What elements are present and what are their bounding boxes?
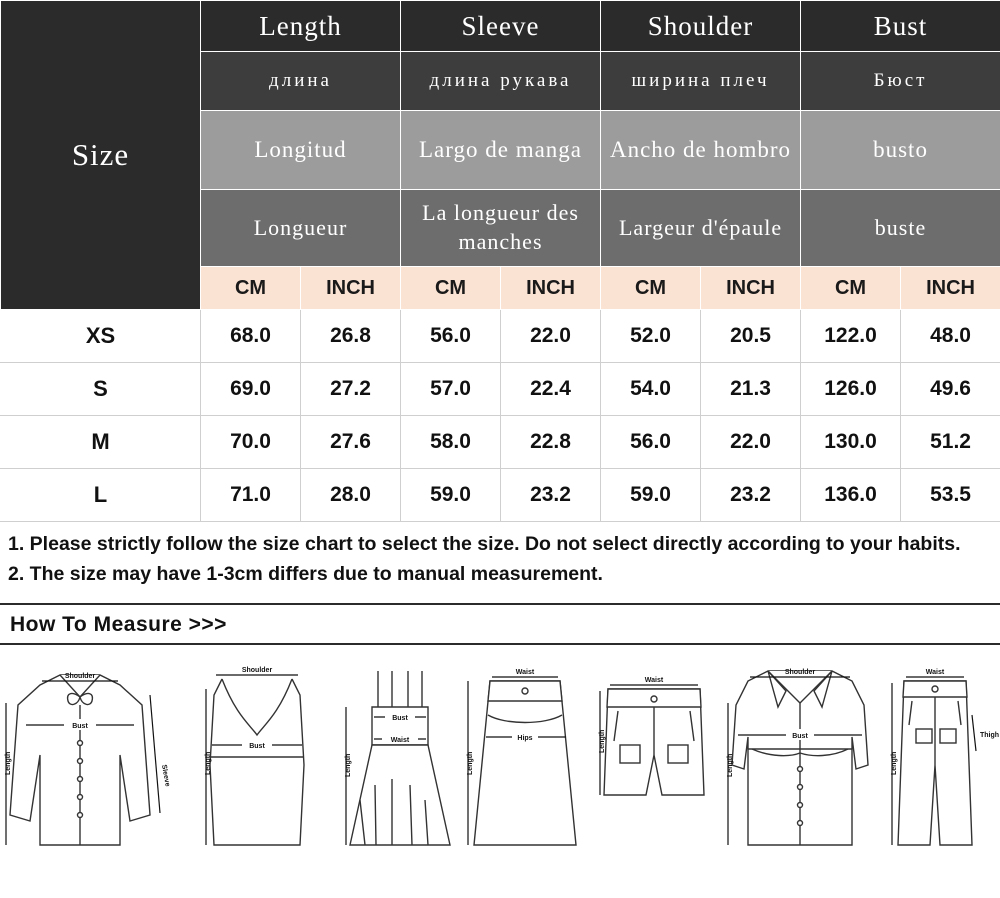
figure-pinafore-dress [345, 671, 450, 845]
header-shoulder-ru: ширина плеч [601, 52, 801, 111]
unit-shoulder-cm: CM [601, 267, 701, 310]
cell-sleeve-inch: 22.4 [501, 363, 601, 416]
cell-shoulder-inch: 20.5 [701, 310, 801, 363]
row-size-label: XS [1, 310, 201, 363]
svg-text:Length: Length [467, 751, 474, 775]
header-bust-es: busto [801, 111, 1000, 190]
svg-text:Bust: Bust [392, 714, 408, 722]
cell-sleeve-inch: 22.8 [501, 416, 601, 469]
header-length-es: Longitud [201, 111, 401, 190]
unit-shoulder-inch: INCH [701, 267, 801, 310]
svg-text:Length: Length [205, 751, 212, 775]
cell-length-cm: 70.0 [201, 416, 301, 469]
header-length-en: Length [201, 1, 401, 52]
header-sleeve-es: Largo de manga [401, 111, 601, 190]
cell-length-inch: 26.8 [301, 310, 401, 363]
header-shoulder-fr: Largeur d'épaule [601, 190, 801, 267]
cell-bust-cm: 130.0 [801, 416, 901, 469]
header-bust-fr: buste [801, 190, 1000, 267]
svg-text:Shoulder: Shoulder [784, 668, 816, 676]
how-to-measure-title: How To Measure >>> [10, 612, 227, 636]
header-length-ru: длина [201, 52, 401, 111]
cell-sleeve-cm: 56.0 [401, 310, 501, 363]
cell-shoulder-cm: 56.0 [601, 416, 701, 469]
svg-text:Length: Length [599, 729, 606, 753]
cell-bust-inch: 51.2 [901, 416, 1000, 469]
row-size-label: M [1, 416, 201, 469]
cell-bust-inch: 48.0 [901, 310, 1000, 363]
cell-bust-cm: 122.0 [801, 310, 901, 363]
svg-text:Waist: Waist [515, 668, 535, 676]
cell-length-inch: 27.6 [301, 416, 401, 469]
svg-text:Waist: Waist [644, 676, 664, 684]
table-row [1, 310, 1000, 363]
svg-text:Waist: Waist [390, 736, 410, 744]
svg-text:Bust: Bust [792, 732, 808, 740]
header-sleeve-fr: La longueur des manches [401, 190, 601, 267]
header-sleeve-ru: длина рукава [401, 52, 601, 111]
table-row [1, 363, 1000, 416]
svg-text:Length: Length [5, 751, 12, 775]
unit-bust-cm: CM [801, 267, 901, 310]
unit-sleeve-inch: INCH [501, 267, 601, 310]
size-notes [0, 522, 1000, 595]
cell-length-inch: 28.0 [301, 469, 401, 522]
header-bust-en: Bust [801, 1, 1000, 52]
svg-text:Shoulder: Shoulder [64, 672, 96, 680]
cell-sleeve-cm: 58.0 [401, 416, 501, 469]
cell-sleeve-inch: 22.0 [501, 310, 601, 363]
svg-text:Length: Length [891, 751, 898, 775]
cell-shoulder-inch: 23.2 [701, 469, 801, 522]
cell-length-inch: 27.2 [301, 363, 401, 416]
cell-length-cm: 71.0 [201, 469, 301, 522]
header-length-fr: Longueur [201, 190, 401, 267]
cell-bust-inch: 53.5 [901, 469, 1000, 522]
table-row [1, 416, 1000, 469]
note-line-1: 1. Please strictly follow the size chart to select the size. Do not select directly according to your habits. [8, 533, 961, 555]
how-to-measure-figures [0, 643, 1000, 855]
cell-shoulder-inch: 22.0 [701, 416, 801, 469]
cell-sleeve-cm: 57.0 [401, 363, 501, 416]
unit-length-cm: CM [201, 267, 301, 310]
figure-long-coat [727, 669, 868, 845]
figure-blouse [5, 673, 171, 845]
header-shoulder-es: Ancho de hombro [601, 111, 801, 190]
svg-text:Waist: Waist [925, 668, 945, 676]
header-sleeve-en: Sleeve [401, 1, 601, 52]
figure-trousers [891, 669, 999, 845]
table-row [1, 469, 1000, 522]
header-bust-ru: Бюст [801, 52, 1000, 111]
row-size-label: L [1, 469, 201, 522]
cell-shoulder-cm: 52.0 [601, 310, 701, 363]
figure-shorts [599, 677, 704, 795]
svg-text:Bust: Bust [249, 742, 265, 750]
unit-bust-inch: INCH [901, 267, 1000, 310]
figure-camisole [205, 667, 304, 845]
row-size-label: S [1, 363, 201, 416]
cell-length-cm: 69.0 [201, 363, 301, 416]
svg-text:Shoulder: Shoulder [241, 666, 273, 674]
figure-skirt [467, 669, 576, 845]
svg-text:Hips: Hips [517, 734, 533, 742]
unit-length-inch: INCH [301, 267, 401, 310]
header-shoulder-en: Shoulder [601, 1, 801, 52]
svg-text:Length: Length [345, 753, 352, 777]
cell-sleeve-cm: 59.0 [401, 469, 501, 522]
cell-bust-inch: 49.6 [901, 363, 1000, 416]
size-label-cell: Size [1, 1, 201, 310]
svg-text:Length: Length [727, 753, 734, 777]
cell-shoulder-cm: 54.0 [601, 363, 701, 416]
header-row-en [1, 1, 1000, 52]
cell-length-cm: 68.0 [201, 310, 301, 363]
svg-text:Bust: Bust [72, 722, 88, 730]
cell-bust-cm: 126.0 [801, 363, 901, 416]
svg-text:Thigh: Thigh [980, 731, 1000, 739]
cell-sleeve-inch: 23.2 [501, 469, 601, 522]
unit-sleeve-cm: CM [401, 267, 501, 310]
note-line-2: 2. The size may have 1-3cm differs due to manual measurement. [8, 563, 603, 586]
svg-text:Sleeve: Sleeve [160, 763, 171, 787]
cell-bust-cm: 136.0 [801, 469, 901, 522]
cell-shoulder-inch: 21.3 [701, 363, 801, 416]
cell-shoulder-cm: 59.0 [601, 469, 701, 522]
